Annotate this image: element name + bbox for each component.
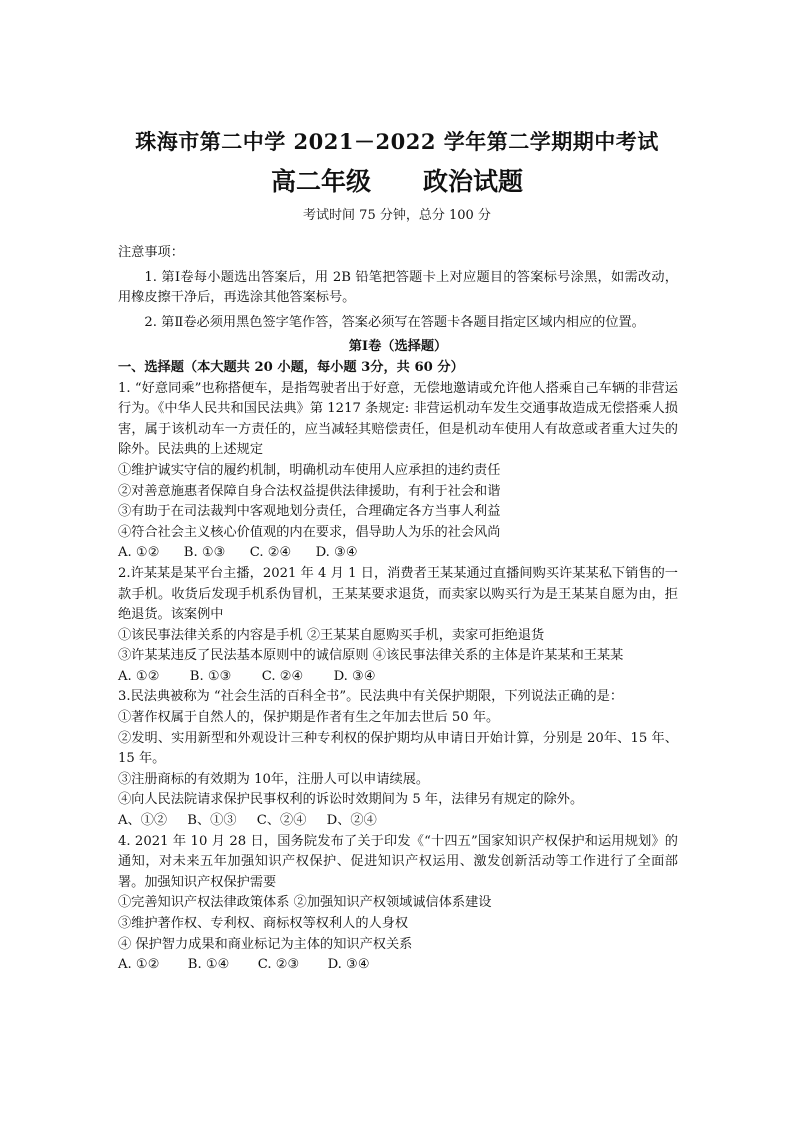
option-a: A. ①②: [118, 957, 160, 973]
question-4-statement-3: ④ 保护智力成果和商业标记为主体的知识产权关系: [118, 936, 413, 952]
volume-heading: 第Ⅰ卷（选择题）: [348, 339, 448, 355]
exam-body: [118, 243, 678, 976]
question-3-options: [118, 811, 678, 832]
question-1-statement-2: ②对善意施惠者保障自身合法权益提供法律援助，有利于社会和谐: [118, 483, 501, 499]
exam-info: 考试时间 75 分钟，总分 100 分: [303, 208, 491, 223]
question-3-statement-3: ③注册商标的有效期为 10年，注册人可以申请续展。: [118, 771, 430, 787]
option-b: B. ①③: [189, 668, 232, 684]
option-c: C. ②④: [261, 668, 304, 684]
section-heading: 一、选择题（本大题共 20 小题，每小题 3分，共 60 分）: [118, 359, 464, 375]
option-c: C. ②③: [257, 957, 300, 973]
option-b: B、①③: [187, 813, 237, 829]
question-1-statement-4: ④符合社会主义核心价值观的内在要求，倡导助人为乐的社会风尚: [118, 524, 501, 540]
question-1-statement-3: ③有助于在司法裁判中客观地划分责任，合理确定各方当事人利益: [118, 504, 501, 520]
question-3-statement-1: ①著作权属于自然人的，保护期是作者有生之年加去世后 50 年。: [118, 710, 500, 726]
option-c: C. ②④: [249, 545, 292, 561]
option-d: D、②④: [326, 813, 377, 829]
exam-title: 珠海市第二中学 2021－2022 学年第二学期期中考试: [135, 129, 659, 154]
question-2-statement-1: ①该民事法律关系的内容是手机 ②王某某自愿购买手机，卖家可拒绝退货: [118, 627, 545, 643]
question-4-options: [118, 955, 678, 976]
question-3-statement-4: ④向人民法院请求保护民事权利的诉讼时效期间为 5 年，法律另有规定的除外。: [118, 792, 584, 808]
grade-label: 高二年级: [270, 167, 371, 196]
question-2-options: [118, 667, 678, 688]
option-a: A、①②: [118, 813, 168, 829]
question-3-statement-2: ②发明、实用新型和外观设计三种专利权的保护期均从申请日开始计算，分别是 20年、15 年、15 年。: [118, 730, 678, 767]
option-d: D. ③④: [333, 668, 376, 684]
question-1-statement-1: ①维护诚实守信的履约机制，明确机动车使用人应承担的违约责任: [118, 462, 501, 478]
question-4-stem: 4. 2021 年 10 月 28 日，国务院发布了关于印发《“十四五”国家知识产权保护和运用规划》的通知，对未来五年加强知识产权保护、促进知识产权运用、激发创新活动等工作进行了全面部署。加强知识产权保护需要: [118, 833, 678, 890]
option-c: C、②④: [256, 813, 307, 829]
question-4-statement-2: ③维护著作权、专利权、商标权等权利人的人身权: [118, 916, 409, 931]
option-a: A. ①②: [118, 545, 160, 561]
question-2-stem: 2.许某某是某平台主播，2021 年 4 月 1 日，消费者王某某通过直播间购买许某某私下销售的一款手机。收货后发现手机系伪冒机，王某某要求退货，而卖家以购买行为是王某某自愿为由，拒绝退货。该案例中: [118, 565, 678, 623]
note-item-1: 1. 第Ⅰ卷每小题选出答案后，用 2B 铅笔把答题卡上对应题目的答案标号涂黑，如需改动，用橡皮擦干净后，再选涂其他答案标号。: [118, 269, 678, 306]
option-a: A. ①②: [118, 668, 160, 684]
question-1-stem: 1. “好意同乘”也称搭便车，是指驾驶者出于好意，无偿地邀请或允许他人搭乘自己车辆的非营运行为。《中华人民共和国民法典》第 1217 条规定: 非营运机动车发生交通事故造成无偿搭乘人损害，属于该机动车一方责任的，应当减轻其赔偿责任，但是机动车使用人有故意或者重大过失的除外。民法典的上述规定: [118, 380, 678, 458]
notes-heading: 注意事项：: [118, 245, 184, 260]
question-1-options: [118, 543, 678, 564]
option-d: D. ③④: [327, 957, 370, 973]
note-item-2: 2. 第Ⅱ卷必须用黑色签字笔作答，答案必须写在答题卡各题目指定区域内相应的位置。: [144, 314, 645, 330]
exam-subtitle: [0, 162, 794, 198]
question-2-statement-2: ③许某某违反了民法基本原则中的诚信原则 ④该民事法律关系的主体是许某某和王某某: [118, 648, 624, 664]
question-3-stem: 3.民法典被称为 “社会生活的百科全书”。民法典中有关保护期限，下列说法正确的是：: [118, 689, 624, 705]
option-b: B. ①③: [183, 545, 226, 561]
option-b: B. ①④: [187, 957, 230, 973]
subject-label: 政治试题: [423, 167, 524, 196]
question-4-statement-1: ①完善知识产权法律政策体系 ②加强知识产权领域诚信体系建设: [118, 895, 492, 911]
option-d: D. ③④: [315, 545, 358, 561]
